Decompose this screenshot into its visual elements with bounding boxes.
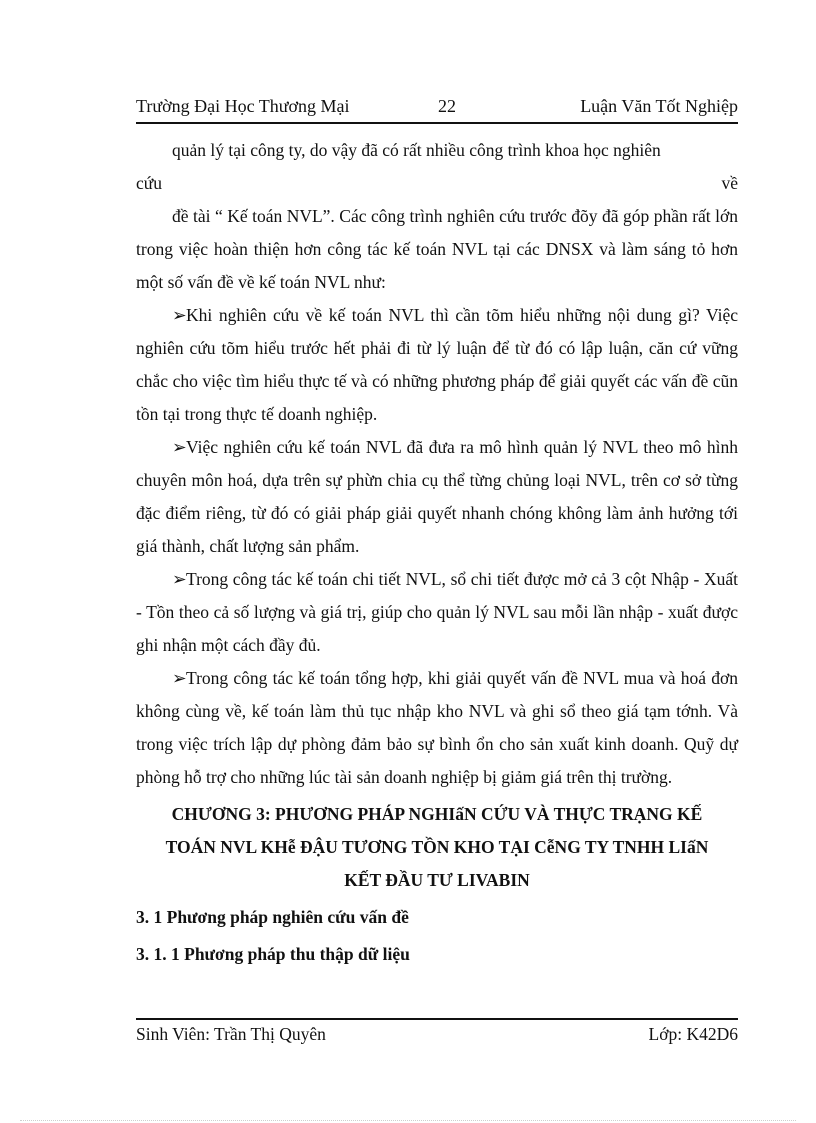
arrow-bullet-icon: ➢ xyxy=(172,437,187,457)
split-word-right: về xyxy=(721,173,738,193)
bullet-text: Việc nghiên cứu kế toán NVL đã đưa ra mô hình quản lý NVL theo mô hình chuyên môn hoá, dựa trên sự phừn chia cụ thể từng chủng loại NVL, trên cơ sở từng đặc điểm riêng, từ đó có giải pháp giải quyết nhanh chóng không làm ảnh hưởng tới giá thành, chất lượng sản phẩm. xyxy=(136,437,738,556)
footer-student: Sinh Viên: Trần Thị Quyên xyxy=(136,1024,326,1044)
page-header xyxy=(136,96,738,124)
subsection-heading: 3. 1. 1 Phương pháp thu thập dữ liệu xyxy=(136,944,410,964)
arrow-bullet-icon: ➢ xyxy=(172,668,187,688)
split-word-left: cứu xyxy=(136,173,163,193)
arrow-bullet-icon: ➢ xyxy=(172,569,187,589)
chapter-title xyxy=(136,798,738,897)
paragraph: đề tài “ Kế toán NVL”. Các công trình nghiên cứu trước đõy đã góp phần rất lớn trong việc hoàn thiện hơn công tác kế toán NVL tại các DNSX và làm sáng tỏ hơn một số vấn đề về kế toán NVL như: xyxy=(136,206,738,292)
page-edge-divider xyxy=(20,1120,796,1121)
chapter-title-line: TOÁN NVL KHễ ĐẬU TƯƠNG TỒN KHO TẠI CễNG TY TNHH LIấN xyxy=(165,837,709,857)
header-thesis-title: Luận Văn Tốt Nghiệp xyxy=(580,96,738,116)
section-heading: 3. 1 Phương pháp nghiên cứu vấn đề xyxy=(136,907,409,927)
bullet-item xyxy=(136,563,738,662)
paragraph-split-line xyxy=(136,167,738,200)
bullet-text: Khi nghiên cứu về kế toán NVL thì cần tõm hiểu những nội dung gì? Việc nghiên cứu tõm hiểu trước hết phải đi từ lý luận để từ đó có lập luận, căn cứ vững chắc cho việc tìm hiểu thực tế và có những phương pháp để giải quyết các vấn đề cũn tồn tại trong thực tế doanh nghiệp. xyxy=(136,305,738,424)
arrow-bullet-icon: ➢ xyxy=(172,305,187,325)
bullet-item xyxy=(136,431,738,563)
header-university: Trường Đại Học Thương Mại xyxy=(136,96,350,116)
footer-class: Lớp: K42D6 xyxy=(648,1024,738,1044)
bullet-text: Trong công tác kế toán chi tiết NVL, sổ chi tiết được mở cả 3 cột Nhập - Xuất - Tồn theo cả số lượng và giá trị, giúp cho quản lý NVL sau mỗi lần nhập - xuất được ghi nhận một cách đầy đủ. xyxy=(136,569,738,655)
paragraph-line: quản lý tại công ty, do vậy đã có rất nhiều công trình khoa học nghiên xyxy=(172,140,661,160)
chapter-title-line: CHƯƠNG 3: PHƯƠNG PHÁP NGHIấN CỨU VÀ THỰC TRẠNG KẾ xyxy=(171,804,703,824)
bullet-item xyxy=(136,299,738,431)
page-footer xyxy=(136,1018,738,1044)
chapter-title-line: KẾT ĐẦU TƯ LIVABIN xyxy=(344,870,530,890)
bullet-item xyxy=(136,662,738,794)
page-body xyxy=(136,134,738,971)
page-number: 22 xyxy=(438,96,456,116)
bullet-text: Trong công tác kế toán tổng hợp, khi giải quyết vấn đề NVL mua và hoá đơn không cùng về, kế toán làm thủ tục nhập kho NVL và ghi sổ theo giá tạm tớnh. Và trong việc trích lập dự phòng đảm bảo sự bình ổn cho sản xuất kinh doanh. Quỹ dự phòng hỗ trợ cho những lúc tài sản doanh nghiệp bị giảm giá trên thị trường. xyxy=(136,668,738,787)
